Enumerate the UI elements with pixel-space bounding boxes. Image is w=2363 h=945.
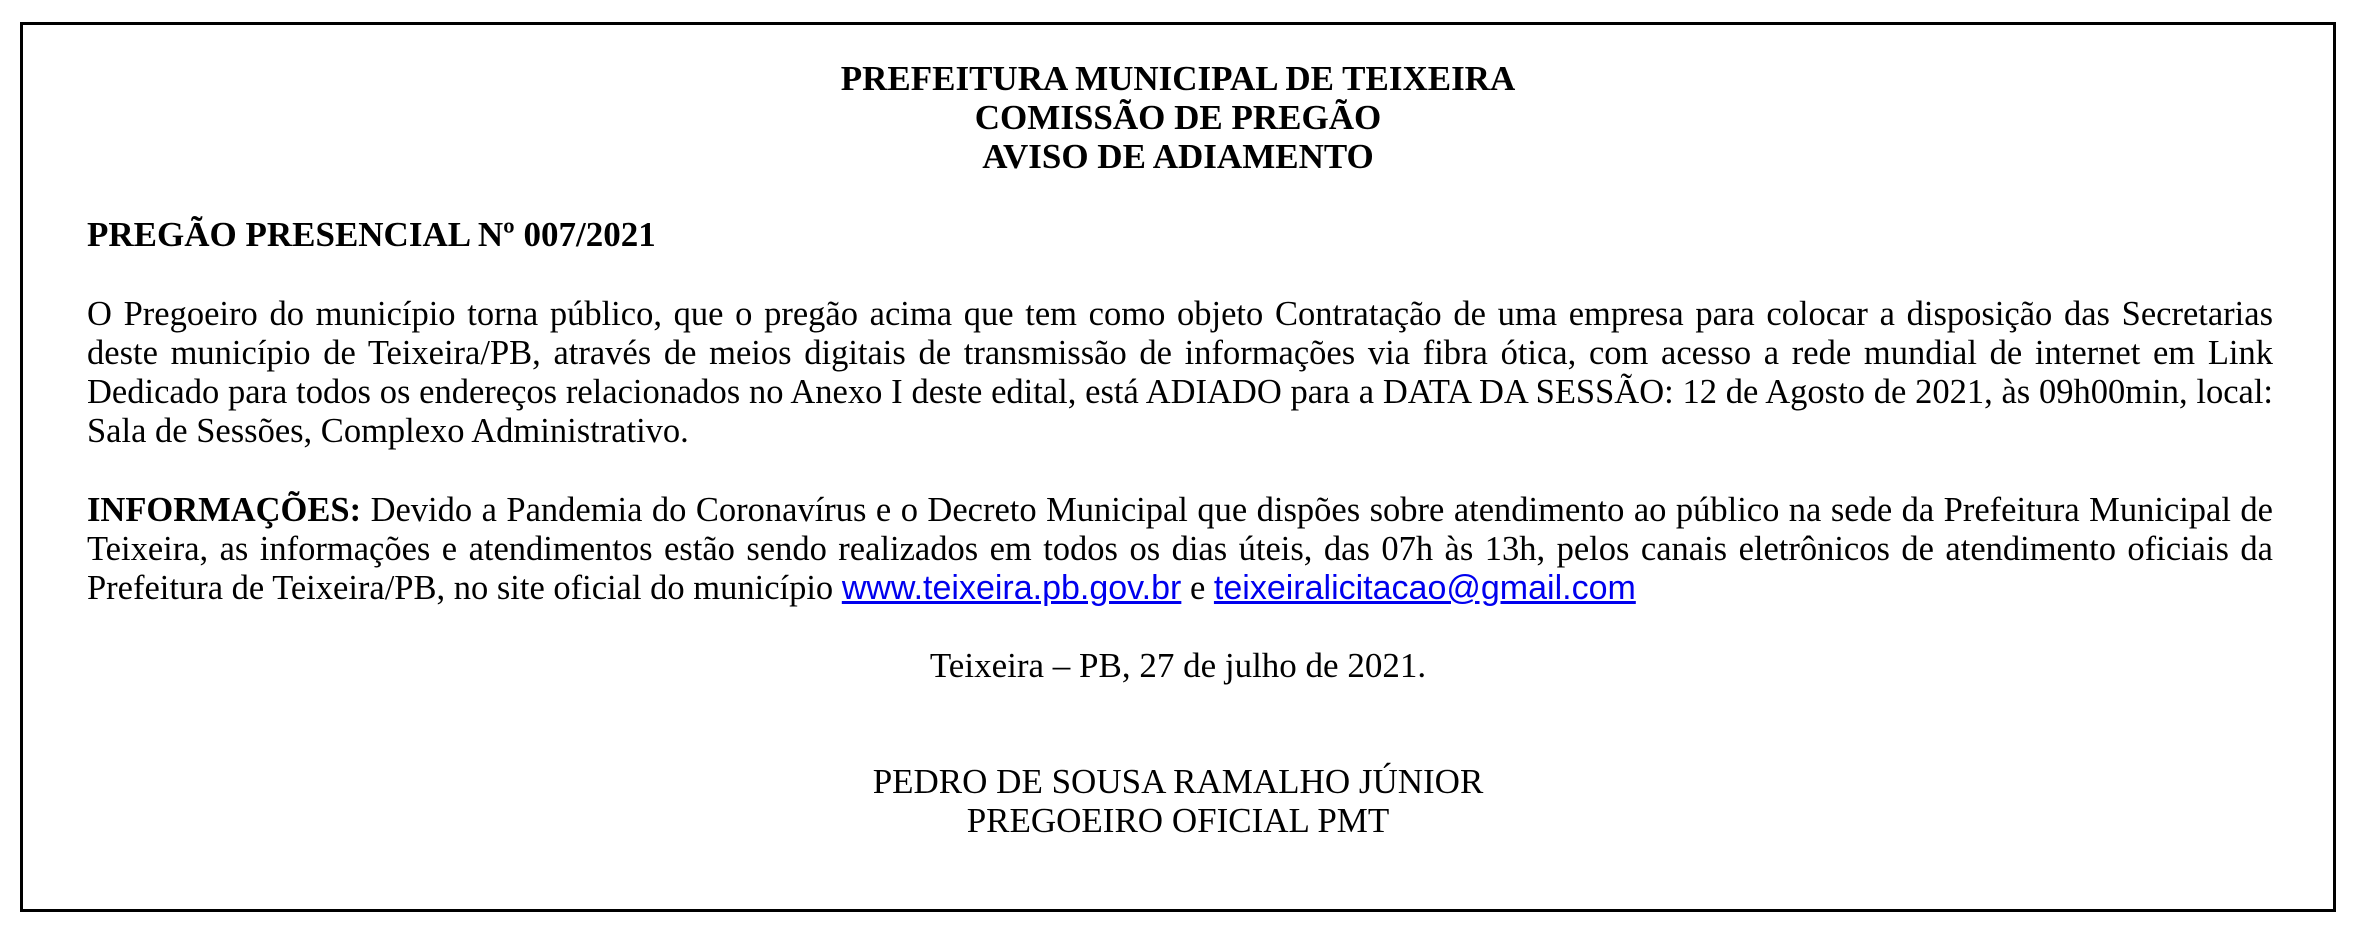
auction-number: PREGÃO PRESENCIAL Nº 007/2021 — [87, 215, 656, 254]
signatory-role: PREGOEIRO OFICIAL PMT — [966, 801, 1390, 840]
postponement-paragraph: O Pregoeiro do município torna público, que o pregão acima que tem como objeto Contratação de uma empresa para colocar a disposição das Secretarias deste município de Teixeira/PB, através de meios digitais de transmissão de informações via fibra ótica, com acesso a rede mundial de internet em Link Dedicado para todos os endereços relacionados no Anexo I deste edital, está ADIADO para a DATA DA SESSÃO: 12 de Agosto de 2021, às 09h00min, local: Sala de Sessões, Complexo Administrativo. — [87, 295, 2273, 450]
information-label: INFORMAÇÕES: — [87, 491, 362, 529]
header-notice-type: AVISO DE ADIAMENTO — [982, 137, 1374, 176]
notice-header — [23, 59, 2333, 176]
website-link[interactable]: www.teixeira.pb.gov.br — [841, 569, 1182, 607]
information-paragraph — [87, 491, 2273, 608]
header-municipality: PREFEITURA MUNICIPAL DE TEIXEIRA — [840, 59, 1516, 98]
email-link[interactable]: teixeiralicitacao@gmail.com — [1213, 569, 1636, 607]
signature-block — [23, 762, 2333, 840]
information-text: Devido a Pandemia do Coronavírus e o Decreto Municipal que dispões sobre atendimento ao público na sede da Prefeitura Municipal de Teixeira, as informações e atendimentos estão sendo realizados em todos os dias úteis, das 07h às 13h, pelos canais eletrônicos de atendimento oficiais da Prefeitura de Teixeira/PB, no site oficial do município — [87, 491, 2273, 607]
header-commission: COMISSÃO DE PREGÃO — [974, 98, 1382, 137]
signatory-name: PEDRO DE SOUSA RAMALHO JÚNIOR — [872, 762, 1484, 801]
notice-frame — [20, 22, 2336, 912]
date-line: Teixeira – PB, 27 de julho de 2021. — [929, 646, 1427, 685]
link-conjunction: e — [1181, 569, 1214, 607]
